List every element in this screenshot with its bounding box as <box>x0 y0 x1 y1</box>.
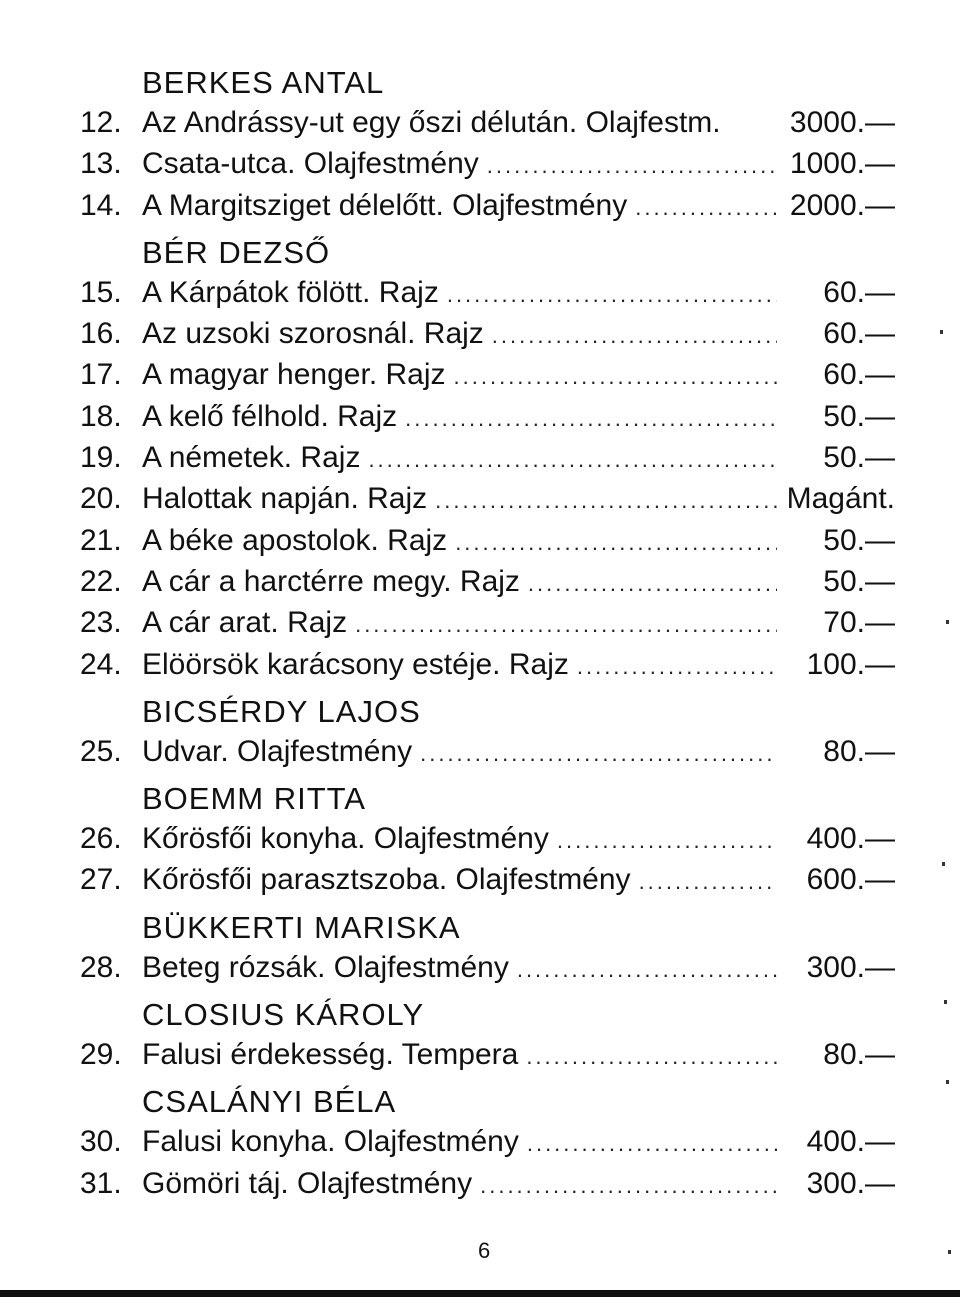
dot-leader <box>517 949 777 990</box>
item-number: 14. <box>80 188 122 222</box>
dot-leader <box>527 1123 777 1164</box>
item-number: 22. <box>80 564 122 598</box>
catalogue-item <box>80 818 895 859</box>
page-number: 6 <box>478 1238 491 1263</box>
edge-speck <box>948 1250 951 1254</box>
item-number: 31. <box>80 1166 122 1200</box>
item-number: 24. <box>80 647 122 681</box>
catalogue-item <box>80 1121 895 1162</box>
catalogue-item <box>80 143 895 184</box>
item-price: Magánt. <box>786 482 895 516</box>
item-number: 13. <box>80 147 122 181</box>
edge-speck <box>946 620 949 624</box>
item-title: Falusi érdekesség. Tempera <box>142 1038 519 1072</box>
catalogue-item <box>80 437 895 478</box>
catalogue-item <box>80 947 895 988</box>
item-number: 15. <box>80 275 122 309</box>
catalogue-list <box>80 64 895 1204</box>
bottom-rule <box>0 1290 960 1297</box>
edge-speck <box>942 862 945 866</box>
item-title: A németek. Rajz <box>142 441 361 475</box>
dot-leader <box>454 356 777 397</box>
item-title: Kőrösfői parasztszoba. Olajfestmény <box>142 863 631 897</box>
item-title: Az Andrássy-ut egy őszi délután. Olajfestm. <box>142 106 721 139</box>
item-title: Kőrösfői konyha. Olajfestmény <box>142 822 549 856</box>
item-number: 23. <box>80 606 122 640</box>
catalogue-item <box>80 520 895 561</box>
item-title: Falusi konyha. Olajfestmény <box>142 1125 519 1159</box>
catalogue-item <box>80 1163 895 1204</box>
catalogue-item <box>80 354 895 395</box>
dot-leader <box>480 1165 777 1206</box>
dot-leader <box>577 646 777 687</box>
catalogue-item <box>80 396 895 437</box>
item-title: A cár a harctérre megy. Rajz <box>142 564 520 598</box>
item-number: 26. <box>80 822 122 856</box>
item-price: 1000.— <box>789 147 895 181</box>
catalogue-item <box>80 272 895 313</box>
item-price: 300.— <box>806 950 895 984</box>
item-number: 25. <box>80 734 122 768</box>
artist-heading: CLOSIUS KÁROLY <box>142 997 425 1033</box>
item-price: 50.— <box>823 399 895 433</box>
artist-heading: CSALÁNYI BÉLA <box>142 1084 397 1120</box>
item-number: 21. <box>80 523 122 557</box>
item-price: 600.— <box>806 863 895 897</box>
item-title: A cár arat. Rajz <box>142 606 348 640</box>
item-number: 19. <box>80 441 122 475</box>
item-price: 70.— <box>823 606 895 640</box>
item-price: 2000.— <box>789 188 895 222</box>
item-price: 300.— <box>806 1166 895 1200</box>
item-title: A kelő félhold. Rajz <box>142 399 398 433</box>
dot-leader <box>492 315 777 356</box>
artist-heading: BOEMM RITTA <box>142 781 366 817</box>
dot-leader <box>639 861 777 902</box>
item-number: 16. <box>80 317 122 351</box>
dot-leader <box>368 439 777 480</box>
dot-leader <box>526 1036 777 1077</box>
item-number: 28. <box>80 950 122 984</box>
item-title: Csata-utca. Olajfestmény <box>142 147 479 181</box>
item-price: 60.— <box>823 358 895 392</box>
dot-leader <box>447 274 777 315</box>
dot-leader <box>435 480 777 521</box>
item-price: 80.— <box>823 1038 895 1072</box>
item-title: Elöörsök karácsony estéje. Rajz <box>142 647 569 681</box>
item-price: 60.— <box>823 317 895 351</box>
catalogue-item <box>80 859 895 900</box>
item-title: A magyar henger. Rajz <box>142 358 446 392</box>
catalogue-item <box>80 644 895 685</box>
catalogue-item <box>80 1034 895 1075</box>
artist-heading: BÉR DEZSŐ <box>142 234 331 270</box>
catalogue-item <box>80 731 895 772</box>
item-price: 50.— <box>823 441 895 475</box>
catalogue-item <box>80 313 895 354</box>
catalogue-item <box>80 185 895 226</box>
item-number: 27. <box>80 863 122 897</box>
item-price: 400.— <box>806 1125 895 1159</box>
dot-leader <box>557 820 777 861</box>
item-number: 17. <box>80 358 122 392</box>
item-price: 50.— <box>823 564 895 598</box>
dot-leader <box>405 398 777 439</box>
edge-speck <box>946 1080 949 1084</box>
dot-leader <box>420 733 777 774</box>
item-title: A Margitsziget délelőtt. Olajfestmény <box>142 188 628 222</box>
catalogue-item <box>80 102 895 143</box>
dot-leader <box>528 563 777 604</box>
catalogue-item <box>80 478 895 519</box>
item-price: 80.— <box>823 734 895 768</box>
item-title: Az uzsoki szorosnál. Rajz <box>142 317 484 351</box>
item-number: 12. <box>80 106 122 139</box>
artist-heading: BERKES ANTAL <box>142 65 385 100</box>
item-number: 20. <box>80 482 122 516</box>
artist-heading: BÜKKERTI MARISKA <box>142 909 461 945</box>
item-price: 400.— <box>806 822 895 856</box>
edge-speck <box>944 1000 947 1004</box>
item-title: A béke apostolok. Rajz <box>142 523 448 557</box>
catalogue-item <box>80 561 895 602</box>
dot-leader <box>635 187 777 228</box>
item-price: 50.— <box>823 523 895 557</box>
artist-heading: BICSÉRDY LAJOS <box>142 693 421 729</box>
item-number: 29. <box>80 1038 122 1072</box>
dot-leader <box>455 522 777 563</box>
item-title: Udvar. Olajfestmény <box>142 734 413 768</box>
edge-speck <box>940 330 943 334</box>
dot-leader <box>355 604 777 645</box>
item-title: Halottak napján. Rajz <box>142 482 428 516</box>
item-title: A Kárpátok fölött. Rajz <box>142 275 439 309</box>
item-price: 3000.— <box>789 106 895 139</box>
item-number: 30. <box>80 1125 122 1159</box>
item-title: Beteg rózsák. Olajfestmény <box>142 950 509 984</box>
catalogue-item <box>80 602 895 643</box>
item-title: Gömöri táj. Olajfestmény <box>142 1166 473 1200</box>
item-price: 60.— <box>823 275 895 309</box>
dot-leader <box>487 145 777 186</box>
item-number: 18. <box>80 399 122 433</box>
item-price: 100.— <box>806 647 895 681</box>
